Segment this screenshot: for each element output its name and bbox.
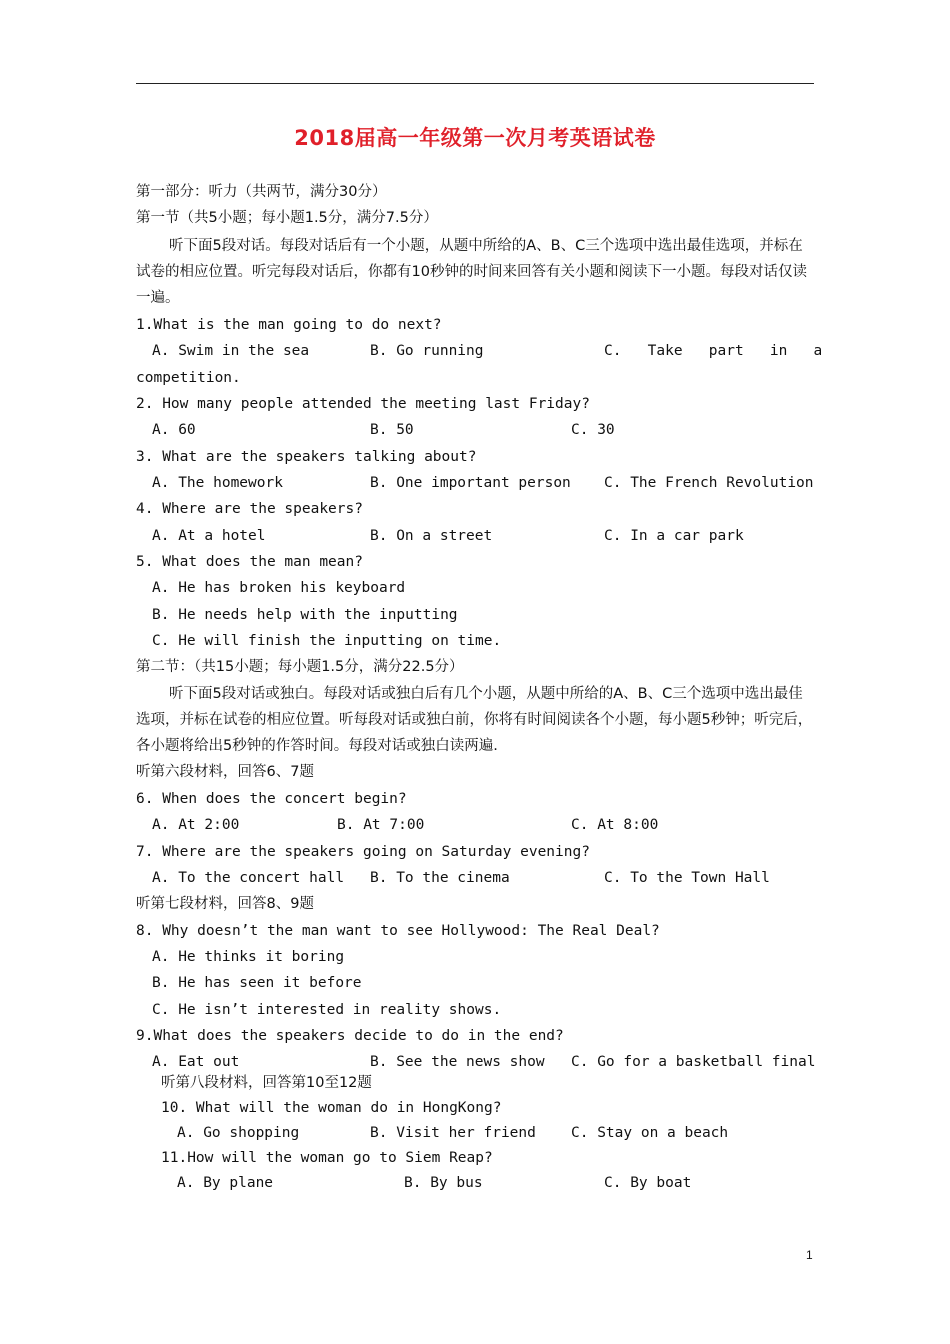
question-7-option-b: B. To the cinema (370, 870, 510, 886)
question-6-stem: 6. When does the concert begin? (136, 791, 407, 807)
exam-title: 2018届高一年级第一次月考英语试卷 (294, 126, 656, 150)
question-3-option-a: A. The homework (152, 475, 283, 491)
question-6-option-a: A. At 2:00 (152, 817, 240, 833)
question-1-option-c: C. Take part in a (604, 343, 823, 359)
question-9-stem: 9.What does the speakers decide to do in the end? (136, 1028, 564, 1044)
question-2-option-a: A. 60 (152, 422, 196, 438)
question-1-option-b: B. Go running (370, 343, 484, 359)
part1-heading: 第一部分：听力（共两节，满分30分） (136, 184, 387, 200)
question-1-option-a: A. Swim in the sea (152, 343, 310, 359)
question-10-stem: 10. What will the woman do in HongKong? (161, 1100, 502, 1116)
question-2-stem: 2. How many people attended the meeting last Friday? (136, 396, 590, 412)
header-rule (136, 83, 814, 84)
question-2-option-b: B. 50 (370, 422, 414, 438)
question-5-option-c: C. He will finish the inputting on time. (152, 633, 502, 649)
question-1-option-c-cont: competition. (136, 370, 241, 386)
question-9-option-c: C. Go for a basketball final (571, 1054, 816, 1070)
question-5-stem: 5. What does the man mean? (136, 554, 363, 570)
question-11-option-c: C. By boat (604, 1175, 692, 1191)
page-number: 1 (806, 1248, 813, 1262)
question-5-option-a: A. He has broken his keyboard (152, 580, 406, 596)
question-10-option-c: C. Stay on a beach (571, 1125, 729, 1141)
question-8-option-a: A. He thinks it boring (152, 949, 345, 965)
question-5-option-b: B. He needs help with the inputting (152, 607, 458, 623)
section2-instructions: 听下面5段对话或独白。每段对话或独白后有几个小题，从题中所给的A、B、C三个选项中选出最佳选项，并标在试卷的相应位置。听每段对话或独白前，你将有时间阅读各个小题，每小题5秒钟；听完后，各小题将给出5秒钟的作答时间。每段对话或独白读两遍. (136, 686, 813, 754)
question-3-stem: 3. What are the speakers talking about? (136, 449, 477, 465)
question-6-option-b: B. At 7:00 (337, 817, 425, 833)
question-4-option-b: B. On a street (370, 528, 493, 544)
question-6-option-c: C. At 8:00 (571, 817, 659, 833)
question-8-option-b: B. He has seen it before (152, 975, 362, 991)
material-8-heading: 听第八段材料，回答第10至12题 (161, 1075, 372, 1091)
question-4-stem: 4. Where are the speakers? (136, 501, 363, 517)
section2-heading: 第二节：（共15小题；每小题1.5分，满分22.5分） (136, 659, 464, 675)
question-10-option-b: B. Visit her friend (370, 1125, 536, 1141)
question-10-option-a: A. Go shopping (177, 1125, 300, 1141)
question-7-option-a: A. To the concert hall (152, 870, 345, 886)
question-3-option-c: C. The French Revolution (604, 475, 814, 491)
question-7-option-c: C. To the Town Hall (604, 870, 770, 886)
question-7-stem: 7. Where are the speakers going on Saturday evening? (136, 844, 590, 860)
section1-heading: 第一节（共5小题；每小题1.5分，满分7.5分） (136, 210, 438, 226)
question-2-option-c: C. 30 (571, 422, 615, 438)
question-4-option-c: C. In a car park (604, 528, 744, 544)
question-11-option-b: B. By bus (404, 1175, 483, 1191)
question-4-option-a: A. At a hotel (152, 528, 266, 544)
question-9-option-a: A. Eat out (152, 1054, 240, 1070)
question-1-stem: 1.What is the man going to do next? (136, 317, 442, 333)
question-11-stem: 11.How will the woman go to Siem Reap? (161, 1150, 493, 1166)
material-7-heading: 听第七段材料，回答8、9题 (136, 896, 314, 912)
section1-instructions: 听下面5段对话。每段对话后有一个小题，从题中所给的A、B、C三个选项中选出最佳选项，并标在试卷的相应位置。听完每段对话后，你都有10秒钟的时间来回答有关小题和阅读下一小题。每段对话仅读一遍。 (136, 238, 807, 306)
question-8-option-c: C. He isn’t interested in reality shows. (152, 1002, 502, 1018)
question-3-option-b: B. One important person (370, 475, 571, 491)
question-8-stem: 8. Why doesn’t the man want to see Hollywood: The Real Deal? (136, 923, 660, 939)
material-6-heading: 听第六段材料，回答6、7题 (136, 764, 314, 780)
question-11-option-a: A. By plane (177, 1175, 274, 1191)
question-9-option-b: B. See the news show (370, 1054, 545, 1070)
